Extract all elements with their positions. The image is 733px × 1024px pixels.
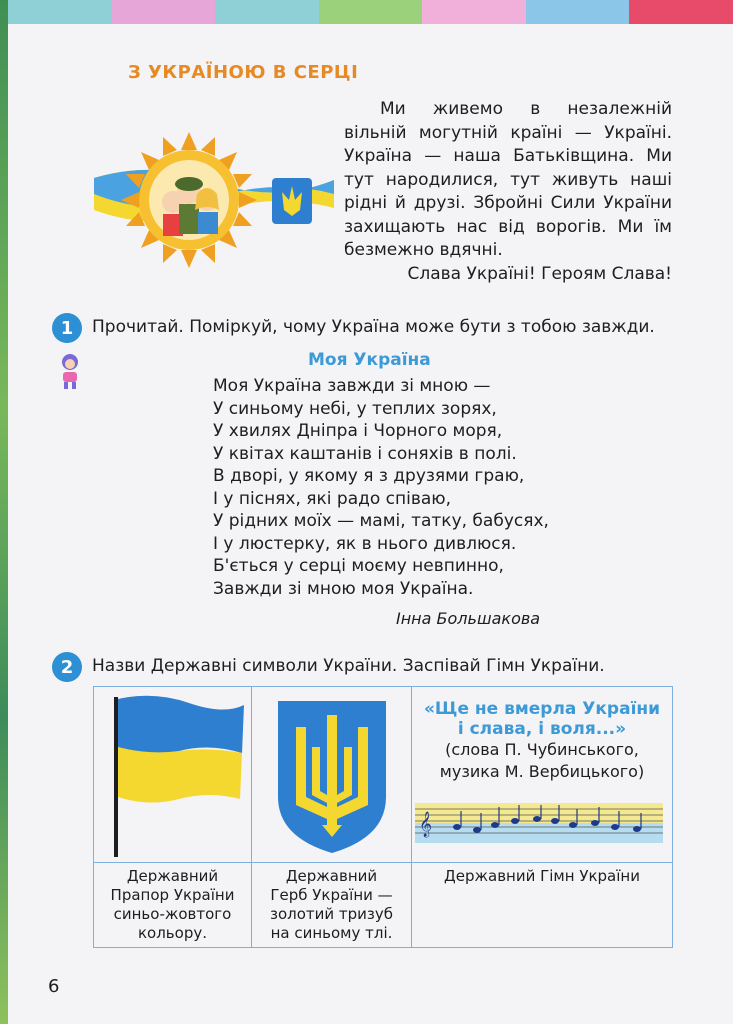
intro-slogan: Слава Україні! Героям Слава! (407, 263, 672, 284)
ukraine-flag-icon (94, 687, 252, 863)
state-symbols-table (93, 686, 673, 948)
textbook-page (8, 0, 733, 1024)
anthem-credits (412, 739, 672, 783)
page-edge-strip (0, 0, 8, 1024)
caption-line: золотий тризуб (269, 905, 394, 923)
anthem-credit-line: музика М. Вербицького) (439, 762, 645, 781)
caption-line: Прапор України (110, 886, 235, 904)
task1-instruction: Прочитай. Поміркуй, чому Україна може бути з тобою завжди. (92, 317, 655, 337)
music-staff-icon (415, 799, 665, 849)
section-title: З УКРАЇНОЮ В СЕРЦІ (128, 62, 359, 83)
top-color-strip (8, 0, 733, 24)
poem-line: У рідних моїх — мамі, татку, бабусях, (213, 511, 549, 531)
poem-line: У синьому небі, у теплих зорях, (213, 398, 497, 419)
caption-line: кольору. (137, 924, 207, 942)
svg-text:𝄞: 𝄞 (419, 812, 433, 837)
poem-line: І у піснях, які радо співаю, (213, 488, 451, 509)
poem-line: Завжди зі мною моя Україна. (213, 578, 474, 599)
caption-line: на синьому тлі. (270, 924, 393, 942)
task-number-badge: 2 (52, 652, 82, 682)
coat-of-arms-cell (252, 687, 412, 863)
poem-author: Інна Большакова (396, 609, 541, 628)
poem-line: Б'ється у серці моєму невпинно, (213, 556, 504, 576)
anthem-title-line: «Ще не вмерла України (423, 699, 661, 719)
anthem-cell (412, 687, 672, 863)
anthem-title-line: і слава, і воля...» (457, 719, 627, 739)
page-number: 6 (48, 976, 60, 997)
anthem-caption (412, 863, 672, 947)
task-number-badge: 1 (52, 313, 82, 343)
task2-instruction: Назви Державні символи України. Заспівай Гімн України. (92, 656, 605, 676)
coat-caption (252, 863, 412, 947)
poem-body (213, 375, 549, 600)
caption-line: Державний (126, 867, 219, 885)
intro-paragraph: Ми живемо в незалежній вільній могутній країні — Україні. Україна — наша Батьківщина. Ми тут народилися, тут живуть наші рідні й друзі. Збройні Сили України захищають нас від ворогів. Ми їм безмежно вдячні. (344, 99, 672, 260)
anthem-credit-line: (слова П. Чубинського, (445, 740, 639, 759)
poem-line: У хвилях Дніпра і Чорного моря, (213, 421, 503, 441)
caption-line: Державний Гімн України (444, 867, 640, 885)
caption-line: синьо-жовтого (113, 905, 232, 923)
trident-coat-of-arms-icon (252, 687, 412, 863)
caption-line: Державний (285, 867, 378, 885)
poem-line: В дворі, у якому я з друзями граю, (213, 466, 525, 486)
poem-line: Моя Україна завжди зі мною — (213, 376, 491, 396)
reading-mascot-icon (58, 352, 82, 392)
poem-line: У квітах каштанів і соняхів в полі. (213, 443, 517, 464)
anthem-title (412, 699, 672, 739)
intro-text (344, 98, 672, 286)
flag-image-cell (94, 687, 252, 863)
caption-line: Герб України — (270, 886, 393, 904)
poem-title: Моя Україна (308, 350, 431, 370)
flag-caption (94, 863, 252, 947)
poem-line: І у люстерку, як в нього дивлюся. (213, 533, 517, 554)
sun-emblem-illustration (94, 130, 334, 270)
